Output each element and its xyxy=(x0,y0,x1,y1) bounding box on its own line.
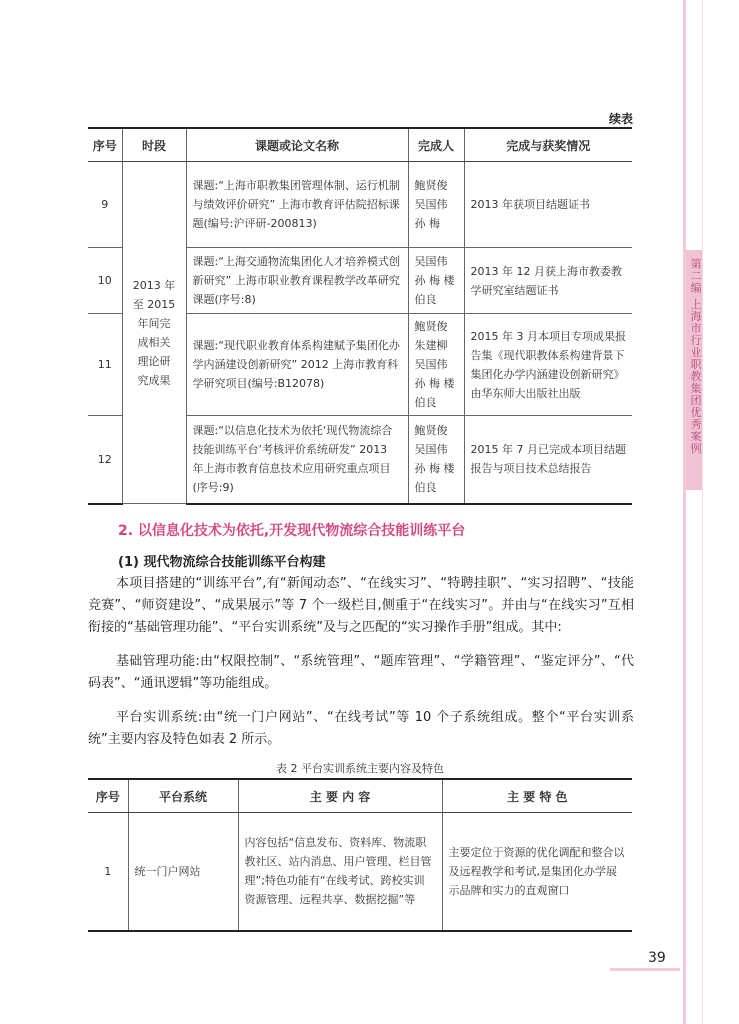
row-people: 鲍贤俊 吴国伟 孙 梅 楼伯良 xyxy=(408,416,464,504)
subsection-heading: (1) 现代物流综合技能训练平台构建 xyxy=(118,555,326,570)
row-title: 课题:“上海交通物流集团化人才培养模式创新研究” 上海市职业教育课程教学改革研究课题(序号:8) xyxy=(186,248,408,314)
table-header-row xyxy=(88,128,632,162)
table-caption: 表 2 平台实训系统主要内容及特色 xyxy=(276,762,444,775)
platform-systems-table xyxy=(88,778,632,932)
header-no: 序号 xyxy=(88,779,128,813)
row-system: 统一门户网站 xyxy=(128,813,238,931)
paragraph: 本项目搭建的“训练平台”,有“新闻动态”、“在线实习”、“特聘挂职”、“实习招聘”、“技能竞赛”、“师资建设”、“成果展示”等 7 个一级栏目,侧重于“在线实习”。并由与“在线实习”互相衔接的“基础管理功能”、“平台实训系统”及与之匹配的“实习操作手册”组成。其中: xyxy=(88,576,634,635)
row-no: 12 xyxy=(88,416,122,504)
page-number: 39 xyxy=(648,950,666,966)
footer-decoration-bar xyxy=(610,968,680,971)
row-content: 内容包括“信息发布、资料库、物流职教社区、站内消息、用户管理、栏目管理”;特色功能有“在线考试、跨校实训资源管理、远程共享、数据挖掘”等 xyxy=(238,813,442,931)
row-people: 吴国伟 孙 梅 楼伯良 xyxy=(408,248,464,314)
row-title: 课题:“现代职业教育体系构建赋予集团化办学内涵建设创新研究” 2012 上海市教育科学研究项目(编号:B12078) xyxy=(186,314,408,416)
header-no: 序号 xyxy=(88,128,122,162)
header-content: 主 要 内 容 xyxy=(238,779,442,813)
table-row xyxy=(88,813,632,931)
table-header-row xyxy=(88,779,632,813)
section-heading: 2. 以信息化技术为依托,开发现代物流综合技能训练平台 xyxy=(118,523,466,539)
row-title: 课题:“以信息化技术为依托‘现代物流综合技能训练平台’考核评价系统研发” 2013 年上海市教育信息技术应用研究重点项目(序号:9) xyxy=(186,416,408,504)
row-no: 9 xyxy=(88,162,122,248)
chapter-side-label: 第二编 上海市行业职教集团优秀案例 xyxy=(689,258,702,455)
row-no: 1 xyxy=(88,813,128,931)
side-decoration-line-thin xyxy=(702,0,703,1024)
row-no: 11 xyxy=(88,314,122,416)
row-result: 2013 年获项目结题证书 xyxy=(464,162,632,248)
header-title: 课题或论文名称 xyxy=(186,128,408,162)
header-system: 平台系统 xyxy=(128,779,238,813)
header-period: 时段 xyxy=(122,128,186,162)
table-row xyxy=(88,162,632,248)
row-result: 2013 年 12 月获上海市教委教学研究室结题证书 xyxy=(464,248,632,314)
header-people: 完成人 xyxy=(408,128,464,162)
row-no: 10 xyxy=(88,248,122,314)
paragraph: 平台实训系统:由“统一门户网站”、“在线考试”等 10 个子系统组成。整个“平台实训系统”主要内容及特色如表 2 所示。 xyxy=(88,710,634,747)
row-people: 鲍贤俊 吴国伟 孙 梅 xyxy=(408,162,464,248)
paragraph: 基础管理功能:由“权限控制”、“系统管理”、“题库管理”、“学籍管理”、“鉴定评分”、“代码表”、“通讯逻辑”等功能组成。 xyxy=(88,654,634,691)
row-result: 2015 年 7 月已完成本项目结题报告与项目技术总结报告 xyxy=(464,416,632,504)
header-result: 完成与获奖情况 xyxy=(464,128,632,162)
row-result: 2015 年 3 月本项目专项成果报告集《现代职教体系构建背景下集团化办学内涵建设创新研究》由华东师大出版社出版 xyxy=(464,314,632,416)
side-decoration-line xyxy=(683,0,686,1024)
header-feature: 主 要 特 色 xyxy=(442,779,632,813)
table-continued-label: 续表 xyxy=(608,112,633,126)
row-feature: 主要定位于资源的优化调配和整合以及远程教学和考试,是集团化办学展示品牌和实力的直观窗口 xyxy=(442,813,632,931)
period-cell: 2013 年至 2015 年间完成相关理论研究成果 xyxy=(122,162,186,504)
research-results-table xyxy=(88,127,632,505)
row-title: 课题:“上海市职教集团管理体制、运行机制与绩效评价研究” 上海市教育评估院招标课题(编号:沪评研-200813) xyxy=(186,162,408,248)
row-people: 鲍贤俊 朱建柳 吴国伟 孙 梅 楼伯良 xyxy=(408,314,464,416)
